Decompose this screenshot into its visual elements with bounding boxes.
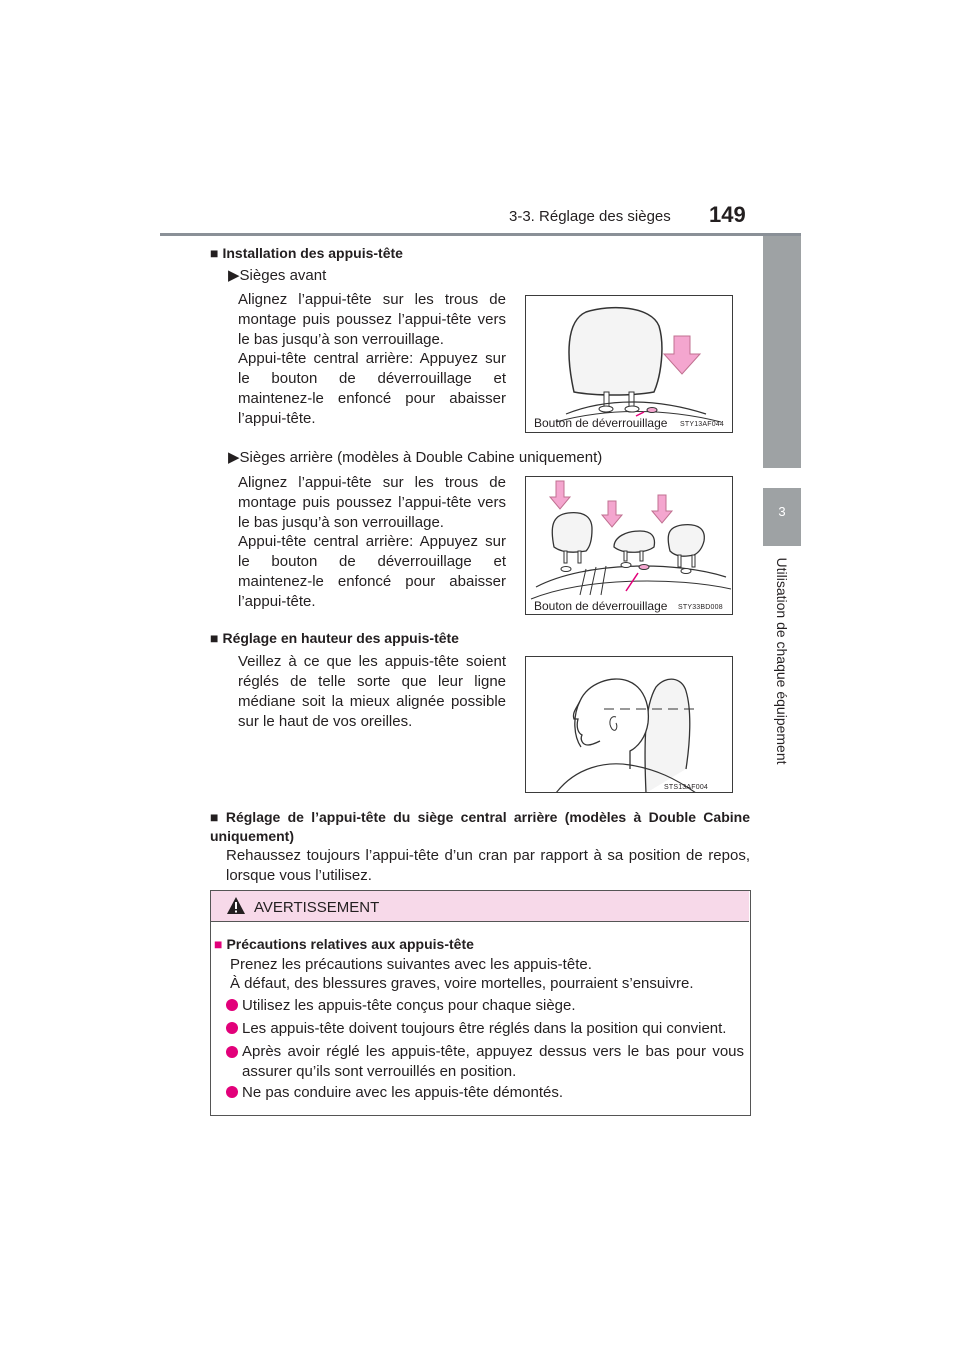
center-rear-heading: ■ Réglage de l’appui-tête du siège central arrière (modèles à Double Cabine uniquement) xyxy=(210,809,750,844)
front-seats-label: ▶Sièges avant xyxy=(228,267,327,284)
rear-figure-label: Bouton de déverrouillage xyxy=(534,599,668,613)
warning-bullet: Utilisez les appuis-tête conçus pour chaque siège. xyxy=(226,996,576,1016)
warning-title: AVERTISSEMENT xyxy=(254,899,380,916)
installation-heading: ■ Installation des appuis-tête xyxy=(210,245,403,261)
front-para-2: Appui-tête central arrière: Appuyez sur le bouton de déverrouillage et maintenez-le enfoncé pour abaisser l’appui-tête. xyxy=(238,350,506,427)
warning-intro-1: Prenez les précautions suivantes avec les appuis-tête. xyxy=(230,956,592,973)
height-para: Veillez à ce que les appuis-tête soient réglés de telle sorte que leur ligne médiane soit la mieux alignée possible sur le haut de vos oreilles. xyxy=(238,653,506,730)
front-figure-label: Bouton de déverrouillage xyxy=(534,416,668,430)
front-headrest-illustration xyxy=(526,296,732,432)
section-title: 3-3. Réglage des sièges xyxy=(509,208,671,225)
rear-seats-label: ▶Sièges arrière (modèles à Double Cabine uniquement) xyxy=(228,449,603,466)
triangle-bullet-icon: ▶ xyxy=(228,267,240,284)
height-figure xyxy=(525,656,733,793)
warning-bullet: Ne pas conduire avec les appuis-tête démontés. xyxy=(226,1083,563,1103)
triangle-bullet-icon: ▶ xyxy=(228,449,240,466)
square-bullet-icon: ■ xyxy=(210,630,219,646)
warning-heading: ■ Précautions relatives aux appuis-tête xyxy=(214,936,474,952)
pink-dot-icon xyxy=(226,999,238,1011)
front-para-1: Alignez l’appui-tête sur les trous de montage puis poussez l’appui-tête vers le bas jusqu’à son verrouillage. xyxy=(238,291,506,348)
square-bullet-icon: ■ xyxy=(214,936,223,952)
warning-bullet: Après avoir réglé les appuis-tête, appuyez dessus vers le bas pour vous assurer qu’ils sont verrouillés en position. xyxy=(226,1042,744,1082)
pink-dot-icon xyxy=(226,1046,238,1058)
rear-headrest-figure xyxy=(525,476,733,615)
warning-triangle-icon xyxy=(226,896,246,916)
rear-figure-code: STY33BD008 xyxy=(678,604,723,611)
side-tab-top xyxy=(763,236,801,468)
height-heading: ■ Réglage en hauteur des appuis-tête xyxy=(210,630,459,646)
front-figure-code: STY13AF044 xyxy=(680,421,725,428)
front-headrest-figure xyxy=(525,295,733,433)
warning-bullet: Les appuis-tête doivent toujours être réglés dans la position qui convient. xyxy=(226,1019,726,1039)
header-rule xyxy=(160,233,801,236)
chapter-number: 3 xyxy=(778,504,786,519)
chapter-title-vertical xyxy=(765,546,799,776)
rear-headrest-illustration xyxy=(526,477,732,614)
pink-dot-icon xyxy=(226,1022,238,1034)
chapter-title: Utilisation de chaque équipement xyxy=(774,557,790,765)
rear-para-1: Alignez l’appui-tête sur les trous de montage puis poussez l’appui-tête vers le bas jusqu’à son verrouillage. xyxy=(238,474,506,531)
square-bullet-icon: ■ xyxy=(210,245,219,261)
pink-dot-icon xyxy=(226,1086,238,1098)
rear-para-2: Appui-tête central arrière: Appuyez sur le bouton de déverrouillage et maintenez-le enfoncé pour abaisser l’appui-tête. xyxy=(238,533,506,610)
head-ear-illustration xyxy=(526,657,732,792)
warning-intro-2: À défaut, des blessures graves, voire mortelles, pourraient s’ensuivre. xyxy=(230,975,694,992)
center-rear-para: Rehaussez toujours l’appui-tête d’un cran par rapport à sa position de repos, lorsque vous l’utilisez. xyxy=(226,847,750,884)
square-bullet-icon: ■ xyxy=(210,809,222,825)
page-number: 149 xyxy=(709,202,746,227)
height-figure-code: STS13AF004 xyxy=(664,784,709,791)
